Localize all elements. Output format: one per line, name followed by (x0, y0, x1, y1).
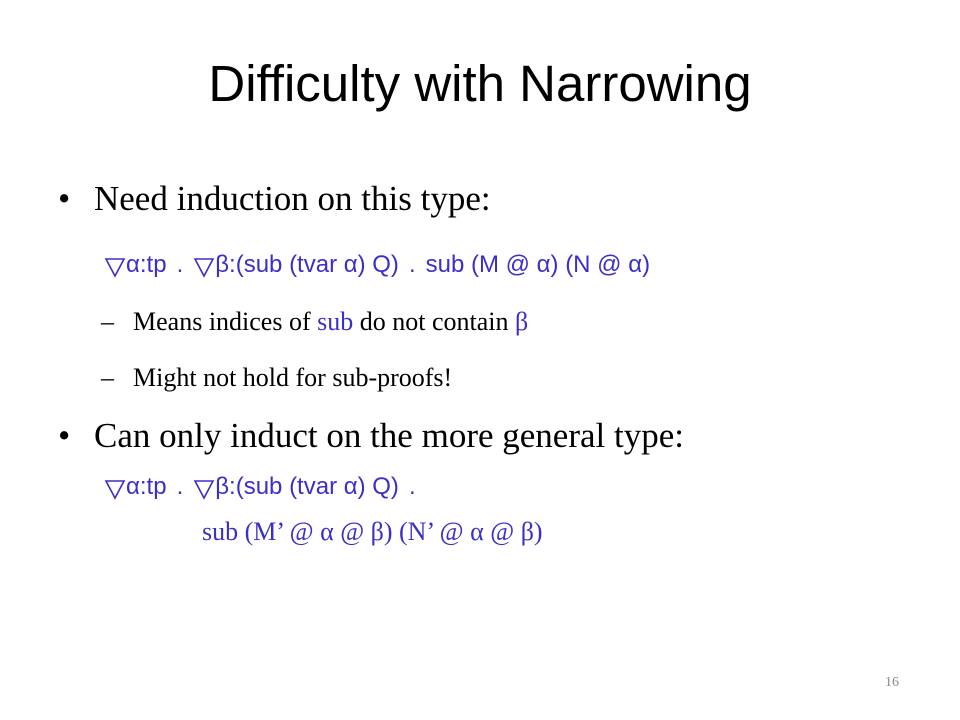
subpoint-2 (101, 365, 452, 391)
subpoint-1-highlight-sub: sub (317, 307, 354, 336)
subpoint-1-text-middle: do not contain (353, 307, 516, 336)
subpoint-1-highlight-beta: β (515, 307, 529, 336)
subpoint-2-text: Might not hold for sub-proofs! (133, 363, 453, 392)
bullet-1-text: Need induction on this type: (94, 179, 491, 218)
subpoint-1-text-before: Means indices of (133, 307, 318, 336)
bullet-1 (58, 181, 491, 216)
nabla-icon (104, 478, 126, 505)
formula-2-separator: . (176, 473, 184, 500)
formula-2 (104, 475, 416, 505)
formula-1-alpha-binder: α:tp (126, 251, 167, 278)
page-number: 16 (885, 675, 899, 690)
formula-1 (104, 253, 650, 283)
formula-2-separator: . (408, 473, 416, 500)
bullet-marker: • (58, 179, 71, 218)
formula-2-alpha-binder: α:tp (126, 473, 167, 500)
formula-2-beta-binder: β:(sub (tvar α) Q) (215, 473, 399, 500)
dash-marker: – (101, 363, 114, 392)
nabla-icon (193, 478, 215, 505)
formula-1-beta-binder: β:(sub (tvar α) Q) (215, 251, 399, 278)
bullet-2-text: Can only induct on the more general type: (94, 416, 684, 455)
slide-title: Difficulty with Narrowing (208, 55, 752, 112)
formula-1-separator: . (408, 251, 416, 278)
formula-1-separator: . (176, 251, 184, 278)
bullet-2 (58, 418, 684, 453)
formula-2-body: sub (M’ @ α @ β) (N’ @ α @ β) (202, 517, 543, 546)
subpoint-1 (101, 309, 528, 335)
bullet-marker: • (58, 416, 71, 455)
formula-1-body: sub (M @ α) (N @ α) (425, 251, 651, 278)
nabla-icon (104, 256, 126, 283)
dash-marker: – (101, 307, 114, 336)
nabla-icon (193, 256, 215, 283)
